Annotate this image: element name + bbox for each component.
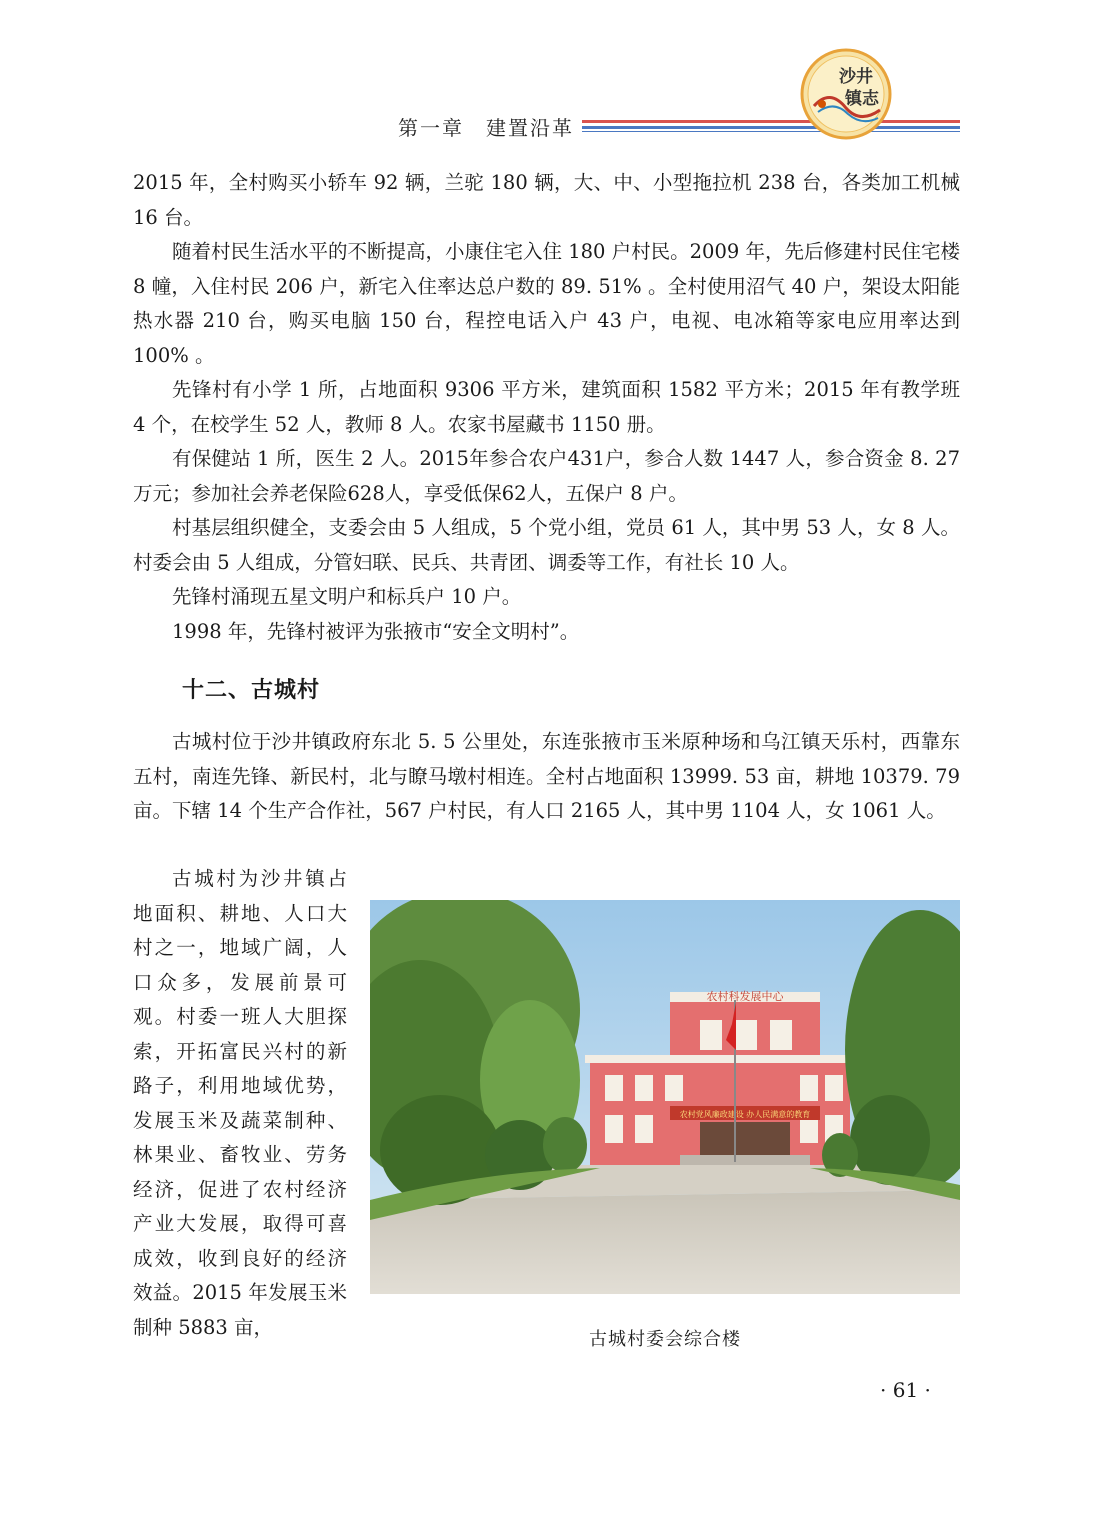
header-rule [582,120,960,132]
book-seal-logo [800,48,892,140]
section-heading: 十二、古城村 [182,678,321,703]
section-intro [133,725,960,829]
village-committee-photo [370,900,960,1294]
paragraph: 村基层组织健全，支委会由 5 人组成，5 个党小组，党员 61 人，其中男 53 人，女 8 人。村委会由 5 人组成，分管妇联、民兵、共青团、调委等工作，有社长 10 人。 [133,516,960,574]
building-banner: 农村党风廉政建设 办人民满意的教育 [679,1110,811,1119]
paragraph: 古城村为沙井镇占地面积、耕地、人口大村之一，地域广阔，人口众多，发展前景可观。村委一班人大胆探索，开拓富民兴村的新路子，利用地域优势，发展玉米及蔬菜制种、林果业、畜牧业、劳务经济，促进了农村经济产业大发展，取得可喜成效，收到良好的经济效益。2015 年发展玉米制种 5883 亩， [133,867,347,1339]
paragraph: 先锋村有小学 1 所，占地面积 9306 平方米，建筑面积 1582 平方米；2015 年有教学班 4 个，在校学生 52 人，教师 8 人。农家书屋藏书 1150 册。 [133,378,960,436]
page-number: · 61 · [880,1378,931,1402]
paragraph: 有保健站 1 所，医生 2 人。2015年参合农户431户，参合人数 1447 人，参合资金 8. 27 万元；参加社会养老保险628人，享受低保62人，五保户 8 户。 [133,447,960,505]
chapter-title: 第一章 建置沿革 [398,116,574,140]
body-text-top [133,166,960,649]
paragraph: 先锋村涌现五星文明户和标兵户 10 户。 [172,585,522,608]
paragraph: 随着村民生活水平的不断提高，小康住宅入住 180 户村民。2009 年，先后修建村民住宅楼 8 幢，入住村民 206 户，新宅入住率达总户数的 89. 51% 。全村使用沼气 40 户，架设太阳能热水器 210 台，购买电脑 150 台，程控电话入户 43 户，电视、电冰箱等家电应用率达到 100% 。 [133,240,960,367]
paragraph: 古城村位于沙井镇政府东北 5. 5 公里处，东连张掖市玉米原种场和乌江镇天乐村，西靠东五村，南连先锋、新民村，北与瞭马墩村相连。全村占地面积 13999. 53 亩，耕地 10379. 79 亩。下辖 14 个生产合作社，567 户村民，有人口 2165 人，其中男 1104 人，女 1061 人。 [133,730,960,822]
paragraph: 2015 年，全村购买小轿车 92 辆，兰驼 180 辆，大、中、小型拖拉机 238 台，各类加工机械 16 台。 [133,171,960,229]
building-sign: 农村科发展中心 [706,990,784,1003]
paragraph: 1998 年，先锋村被评为张掖市“安全文明村”。 [172,619,580,643]
side-column-text [133,862,347,1345]
seal-text-line2: 镇志 [845,89,879,109]
seal-text-line1: 沙井 [839,67,873,87]
photo-caption: 古城村委会综合楼 [589,1329,741,1350]
